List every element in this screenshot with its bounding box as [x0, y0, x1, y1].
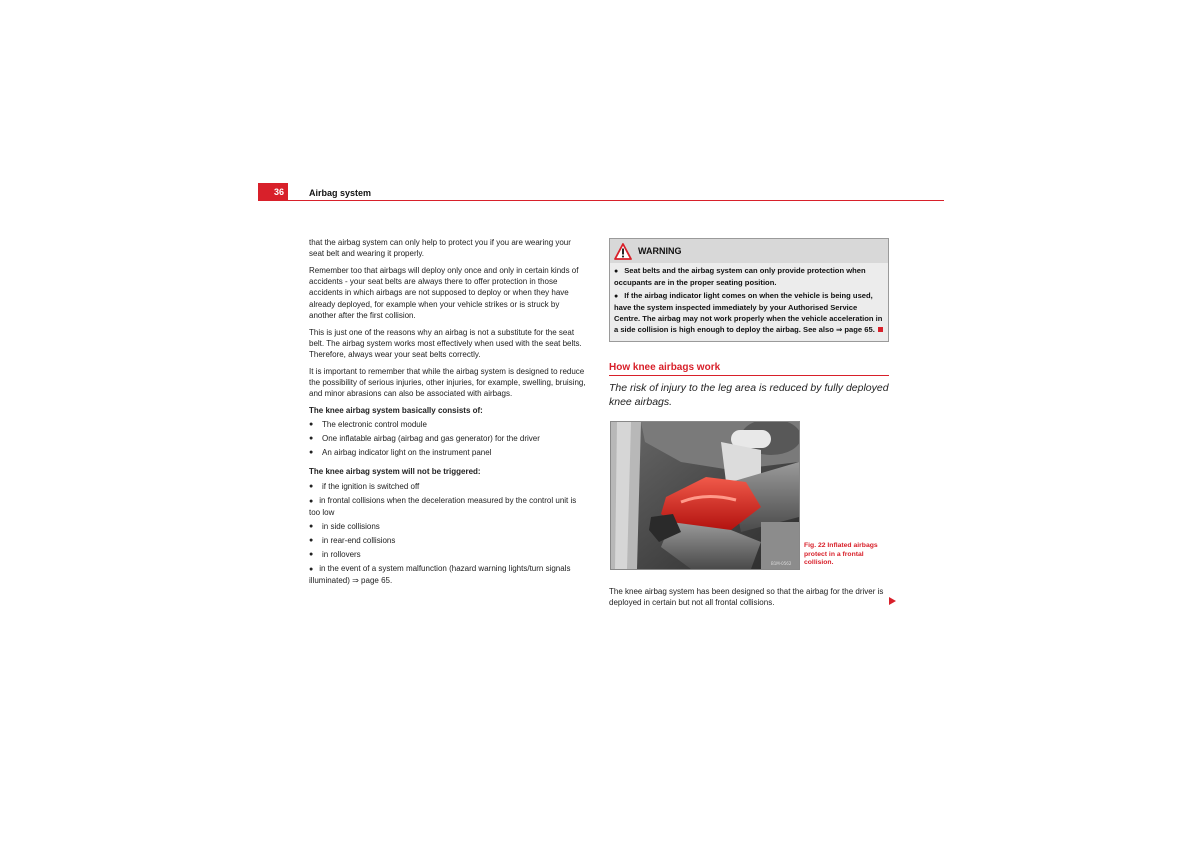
list-item: ● An airbag indicator light on the instrument panel — [309, 447, 587, 458]
figure-caption: Fig. 22 Inflated airbags protect in a frontal collision. — [804, 542, 878, 567]
warning-triangle-icon — [614, 243, 632, 260]
list-item: ● The electronic control module — [309, 419, 587, 430]
warning-item: ● Seat belts and the airbag system can only provide protection when occupants are in the proper seating position. — [614, 265, 884, 288]
list-item: ● in rear-end collisions — [309, 535, 587, 546]
figure-code: B1M-0562 — [771, 561, 792, 566]
warning-header — [610, 239, 888, 263]
list-item: ● if the ignition is switched off — [309, 481, 587, 492]
consists-heading: The knee airbag system basically consists of: — [309, 406, 483, 416]
list-item: ● in rollovers — [309, 549, 587, 560]
paragraph: The knee airbag system has been designed so that the airbag for the driver is deployed in certain but not all frontal collisions. — [609, 587, 884, 608]
paragraph: It is important to remember that while the airbag system is designed to reduce the possibility of serious injuries, other injuries, for example, swelling, bruising, and minor abrasions can also be associated with airbags. — [309, 366, 586, 399]
header-rule — [288, 200, 944, 201]
next-page-arrow-icon — [889, 597, 896, 605]
list-item: ● One inflatable airbag (airbag and gas generator) for the driver — [309, 433, 587, 444]
list-item: ● in side collisions — [309, 521, 587, 532]
paragraph: that the airbag system can only help to protect you if you are wearing your seat belt and wearing it properly. — [309, 238, 571, 259]
chapter-title: Airbag system — [309, 188, 372, 198]
section-title: How knee airbags work — [609, 362, 889, 376]
page-number: 36 — [258, 183, 288, 201]
paragraph: This is just one of the reasons why an airbag is not a substitute for the seat belt. The airbag system works most effectively when used with the seat belts. Therefore, always wear your seat belts correctly. — [309, 327, 582, 360]
right-column — [609, 238, 889, 342]
list-item-link[interactable]: ● in the event of a system malfunction (hazard warning lights/turn signals illuminated) ⇒ page 65. — [309, 563, 587, 586]
left-column — [309, 237, 587, 589]
list-item: ● in frontal collisions when the deceleration measured by the control unit is too low — [309, 495, 587, 518]
not-triggered-heading: The knee airbag system will not be triggered: — [309, 467, 481, 477]
warning-item-text: If the airbag indicator light comes on when the vehicle is being used, have the system inspected immediately by your Authorised Service Centre. The airbag may not work properly when the vehicle acceleration in a side collision is high enough to deploy the airbag. See also ⇒ page 65. — [614, 291, 883, 334]
end-of-section-icon — [878, 327, 883, 332]
paragraph: Remember too that airbags will deploy only once and only in certain kinds of accidents - your seat belts are always there to offer protection in those accidents in which airbags are not supposed to deploy or when they have already deployed, for example when your vehicle strikes or is struck by another after the first collision. — [309, 266, 579, 320]
warning-title: WARNING — [638, 246, 682, 256]
knee-airbag-illustration — [611, 422, 799, 569]
warning-box — [609, 238, 889, 342]
warning-item-link[interactable] — [614, 290, 884, 335]
figure-knee-airbag — [610, 421, 800, 570]
page-header — [258, 183, 944, 203]
section-lead: The risk of injury to the leg area is reduced by fully deployed knee airbags. — [609, 382, 889, 408]
warning-body — [610, 263, 888, 341]
